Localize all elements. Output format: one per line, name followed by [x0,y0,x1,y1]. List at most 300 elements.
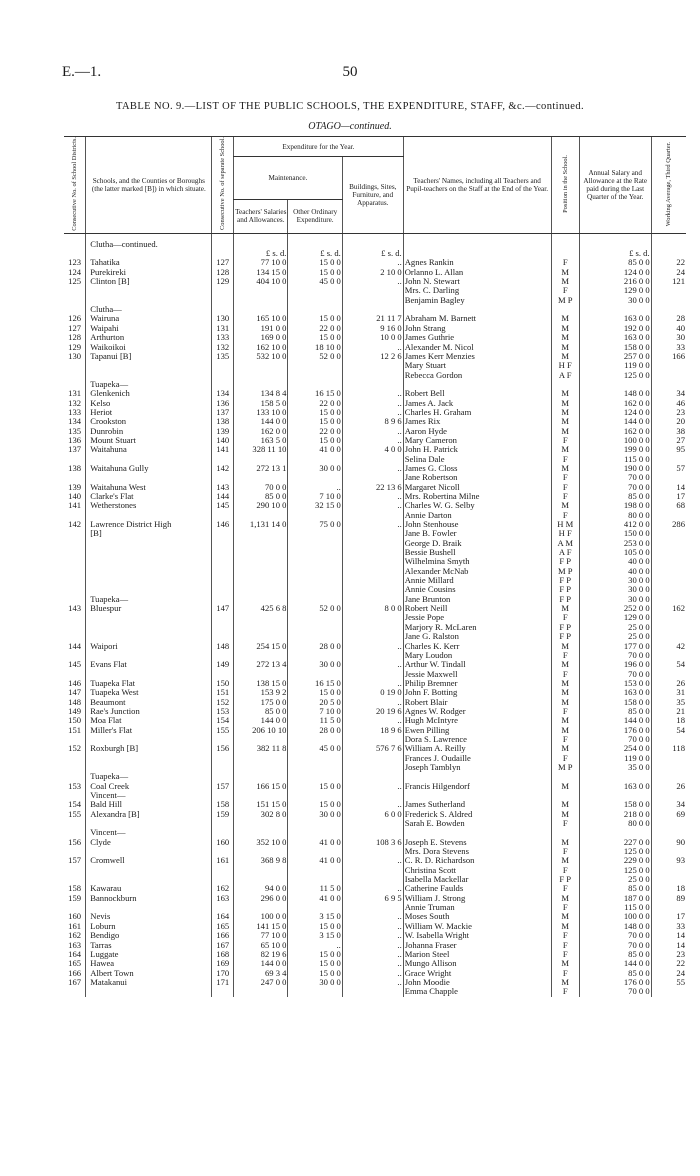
annual-salary: 25 0 0 [579,623,651,632]
annual-salary: 153 0 0 [579,679,651,688]
school-number: 143 [212,483,234,492]
tname-cell [403,305,551,314]
teachers-salaries-amount [234,557,288,566]
buildings-amount [342,567,403,576]
annual-salary: 30 0 0 [579,576,651,585]
district-number [64,651,86,660]
table-row [64,866,686,875]
tname-cell [403,380,551,389]
school-name: Cromwell [86,856,212,865]
working-average: 18 [651,716,686,725]
teacher-name: Mrs. C. Darling [403,286,551,295]
group-label: Clutha—continued. [86,240,212,249]
annual-salary: 254 0 0 [579,744,651,753]
other-expenditure-amount: 41 0 0 [288,838,342,847]
buildings-amount: 6 9 5 [342,894,403,903]
other-expenditure-amount: 15 0 0 [288,959,342,968]
dist-cell [64,828,86,837]
teacher-name: Bessie Bushell [403,548,551,557]
working-average [651,286,686,295]
teachers-salaries-amount: 1,131 14 0 [234,520,288,529]
school-name [86,987,212,996]
working-average [651,866,686,875]
teachers-salaries-amount [234,875,288,884]
district-number [64,361,86,370]
teachers-salaries-amount: 247 0 0 [234,978,288,987]
buildings-amount: 108 3 6 [342,838,403,847]
school-name: Albert Town [86,969,212,978]
buildings-amount: .. [342,660,403,669]
working-average: 121 [651,277,686,286]
buildings-amount: 20 19 6 [342,707,403,716]
col-attendance: Working Average, Third Quarter. [651,137,686,234]
teacher-name: John Stenhouse [403,520,551,529]
other-expenditure-amount: 3 15 0 [288,931,342,940]
school-number: 170 [212,969,234,978]
district-number [64,539,86,548]
school-name [86,473,212,482]
avg-cell [651,305,686,314]
teacher-name: John Moodie [403,978,551,987]
bld-cell [342,828,403,837]
annual-salary: 129 0 0 [579,613,651,622]
buildings-amount [342,511,403,520]
annual-salary: 30 0 0 [579,585,651,594]
buildings-amount: .. [342,501,403,510]
sno-cell [212,305,234,314]
annual-salary: 125 0 0 [579,847,651,856]
teachers-salaries-amount: 352 10 0 [234,838,288,847]
working-average: 22 [651,959,686,968]
school-number: 166 [212,931,234,940]
teacher-position: F [551,511,579,520]
district-number: 148 [68,697,82,707]
teacher-position: F P [551,557,579,566]
school-number [212,866,234,875]
teachers-salaries-amount [234,361,288,370]
teacher-position: H F [551,529,579,538]
avg-cell [651,828,686,837]
working-average [651,585,686,594]
working-average [651,567,686,576]
school-name: Glenkenich [86,389,212,398]
teachers-salaries-amount: 165 10 0 [234,314,288,323]
working-average: 23 [651,408,686,417]
buildings-amount [342,866,403,875]
district-number: 126 [68,314,82,324]
working-average [651,371,686,380]
teachers-salaries-amount [234,585,288,594]
table-row [64,455,686,464]
teacher-name: Agnes Rankin [403,258,551,267]
school-number [212,987,234,996]
teacher-position: A F [551,371,579,380]
teachers-salaries-amount [234,866,288,875]
other-expenditure-amount: 18 10 0 [288,343,342,352]
working-average [651,548,686,557]
district-number [64,735,86,744]
school-number [212,529,234,538]
working-average [651,763,686,772]
working-average: 26 [651,782,686,791]
other-expenditure-amount [288,651,342,660]
buildings-amount: .. [342,408,403,417]
annual-salary: 227 0 0 [579,838,651,847]
teachers-salaries-amount [234,548,288,557]
other-expenditure-amount [288,987,342,996]
teacher-position: F [551,950,579,959]
table-row [64,978,686,987]
teacher-position: M [551,333,579,342]
district-number [64,763,86,772]
annual-salary: 144 0 0 [579,959,651,968]
annual-salary: 70 0 0 [579,473,651,482]
district-number: 165 [68,959,82,969]
ann-cell [579,305,651,314]
table-row [64,660,686,669]
teacher-name: Grace Wright [403,969,551,978]
annual-salary: 85 0 0 [579,707,651,716]
school-number: 128 [212,268,234,277]
table-row [64,632,686,641]
annual-salary: 85 0 0 [579,969,651,978]
teacher-name: Annie Millard [403,576,551,585]
teachers-salaries-amount [234,539,288,548]
other-expenditure-amount: .. [288,941,342,950]
teacher-position: F [551,754,579,763]
district-number [64,819,86,828]
teacher-name: Rebecca Gordon [403,371,551,380]
other-expenditure-amount [288,296,342,305]
school-number: 148 [212,642,234,651]
other-expenditure-amount: 45 0 0 [288,744,342,753]
teacher-name: James Rix [403,417,551,426]
district-number: 137 [68,445,82,455]
table-row [64,800,686,809]
teacher-position: M [551,417,579,426]
annual-salary: 35 0 0 [579,763,651,772]
district-number [64,548,86,557]
buildings-amount [342,548,403,557]
working-average: 42 [651,642,686,651]
table-row [64,539,686,548]
teachers-salaries-amount [234,371,288,380]
school-number: 168 [212,950,234,959]
teacher-position: M [551,912,579,921]
school-name [86,763,212,772]
teachers-salaries-amount [234,296,288,305]
pos-cell [551,305,579,314]
table-row [64,707,686,716]
district-number [64,511,86,520]
school-number: 156 [212,744,234,753]
school-number: 144 [212,492,234,501]
school-name [86,735,212,744]
school-name: Moa Flat [86,716,212,725]
table-row [64,258,686,267]
working-average: 17 [651,492,686,501]
bld-cell [342,791,403,800]
school-name: Hawea [86,959,212,968]
working-average: 54 [651,726,686,735]
other-expenditure-amount: .. [288,483,342,492]
table-row [64,483,686,492]
school-number [212,557,234,566]
working-average [651,296,686,305]
school-name: Miller's Flat [86,726,212,735]
teacher-position: F [551,670,579,679]
pos-cell [551,828,579,837]
buildings-amount: .. [342,698,403,707]
buildings-amount [342,473,403,482]
sno-cell [212,772,234,781]
teacher-name: Ewen Pilling [403,726,551,735]
annual-salary: 70 0 0 [579,670,651,679]
district-number: 159 [68,893,82,903]
table-row [64,604,686,613]
working-average [651,613,686,622]
other-expenditure-amount: 16 15 0 [288,389,342,398]
teachers-salaries-amount: 70 0 0 [234,483,288,492]
school-name [86,754,212,763]
table-row [64,670,686,679]
teacher-name: Emma Chapple [403,987,551,996]
working-average: 14 [651,483,686,492]
district-number: 146 [68,678,82,688]
working-average: 24 [651,969,686,978]
teacher-position: M [551,744,579,753]
working-average [651,754,686,763]
other-expenditure-amount: 30 0 0 [288,660,342,669]
other-expenditure-amount: 22 0 0 [288,399,342,408]
working-average: 90 [651,838,686,847]
tname-cell [403,791,551,800]
district-number [64,754,86,763]
other-expenditure-amount: 30 0 0 [288,978,342,987]
working-average: 14 [651,941,686,950]
col-teachers-salaries: Teachers' Salaries and Allowances. [234,199,288,233]
annual-salary: 144 0 0 [579,716,651,725]
col-other-expenditure: Other Ordinary Expenditure. [288,199,342,233]
teacher-position [551,249,579,258]
table-row [64,688,686,697]
school-number: 134 [212,389,234,398]
buildings-amount: 2 10 0 [342,268,403,277]
teachers-salaries-amount: 532 10 0 [234,352,288,361]
oth-cell [288,828,342,837]
buildings-amount: 576 7 6 [342,744,403,753]
school-number [212,670,234,679]
table-row [64,277,686,286]
annual-salary: 252 0 0 [579,604,651,613]
table-row [64,623,686,632]
buildings-amount: .. [342,912,403,921]
buildings-amount: .. [342,969,403,978]
school-name [86,548,212,557]
teacher-position: M [551,427,579,436]
school-name: Roxburgh [B] [86,744,212,753]
teacher-position: M [551,352,579,361]
annual-salary: 412 0 0 [579,520,651,529]
school-number: 146 [212,520,234,529]
teachers-salaries-amount: 144 0 0 [234,959,288,968]
group-heading-row [64,240,686,249]
teachers-salaries-amount [234,613,288,622]
sno-cell [212,791,234,800]
teacher-name: Mungo Allison [403,959,551,968]
school-name: Alexandra [B] [86,810,212,819]
school-number: 130 [212,314,234,323]
dist-cell [64,380,86,389]
teachers-salaries-amount: 94 0 0 [234,884,288,893]
district-number: 131 [68,389,82,399]
teacher-name: Jessie Pope [403,613,551,622]
working-average [651,576,686,585]
annual-salary: 163 0 0 [579,333,651,342]
teacher-position: M [551,268,579,277]
annual-salary: 85 0 0 [579,258,651,267]
school-number [212,249,234,258]
district-number [64,595,86,604]
school-number [212,511,234,520]
buildings-amount [342,819,403,828]
teachers-salaries-amount: 134 15 0 [234,268,288,277]
school-name: Wairuna [86,314,212,323]
ann-cell [579,791,651,800]
school-number: 155 [212,726,234,735]
buildings-amount: .. [342,343,403,352]
table-row [64,249,686,258]
annual-salary: 187 0 0 [579,894,651,903]
school-number [212,754,234,763]
district-number: 139 [68,482,82,492]
school-number: 152 [212,698,234,707]
teacher-position: F [551,987,579,996]
teachers-salaries-amount [234,632,288,641]
working-average: 30 [651,333,686,342]
table-row [64,698,686,707]
district-number [64,296,86,305]
other-expenditure-amount [288,866,342,875]
teacher-position: M [551,642,579,651]
teacher-position: M [551,464,579,473]
school-name: Tahatika [86,258,212,267]
table-row [64,847,686,856]
school-number [212,613,234,622]
school-number: 165 [212,922,234,931]
table-row [64,959,686,968]
school-name: Heriot [86,408,212,417]
oth-cell [288,380,342,389]
ann-cell [579,380,651,389]
annual-salary: 125 0 0 [579,866,651,875]
annual-salary: 198 0 0 [579,501,651,510]
other-expenditure-amount: 15 0 0 [288,782,342,791]
teacher-position: A M [551,539,579,548]
district-number: 158 [68,884,82,894]
working-average [651,875,686,884]
table-row [64,931,686,940]
ann-cell [579,828,651,837]
district-number: 154 [68,800,82,810]
teacher-name: Marjory R. McLaren [403,623,551,632]
school-number [212,735,234,744]
working-average: 54 [651,660,686,669]
district-number [64,455,86,464]
teacher-position: M P [551,763,579,772]
other-expenditure-amount: 16 15 0 [288,679,342,688]
school-name [86,875,212,884]
annual-salary: 124 0 0 [579,408,651,417]
school-name [86,557,212,566]
other-expenditure-amount [288,576,342,585]
teacher-name: James Sutherland [403,800,551,809]
annual-salary: 100 0 0 [579,912,651,921]
buildings-amount: .. [342,520,403,529]
pos-cell [551,380,579,389]
teachers-salaries-amount: 404 10 0 [234,277,288,286]
school-name: Loburn [86,922,212,931]
school-name [86,585,212,594]
annual-salary: 40 0 0 [579,567,651,576]
other-expenditure-amount [288,847,342,856]
table-row [64,520,686,529]
district-number: 123 [68,258,82,268]
district-number: 127 [68,323,82,333]
annual-salary: 148 0 0 [579,389,651,398]
district-number [64,875,86,884]
teacher-position: F P [551,576,579,585]
table-row [64,735,686,744]
sal-cell [234,240,288,249]
other-expenditure-amount [288,539,342,548]
tname-cell [403,828,551,837]
teacher-position: F [551,866,579,875]
annual-salary: 162 0 0 [579,399,651,408]
sno-cell [212,240,234,249]
teachers-salaries-amount: 69 3 4 [234,969,288,978]
working-average: 46 [651,399,686,408]
annual-salary: 115 0 0 [579,455,651,464]
teacher-position: F [551,941,579,950]
table-row [64,501,686,510]
working-average: 22 [651,258,686,267]
district-number: 155 [68,809,82,819]
school-name: Dunrobin [86,427,212,436]
teacher-name: Annie Truman [403,903,551,912]
table-row [64,268,686,277]
other-expenditure-amount: 52 0 0 [288,604,342,613]
buildings-amount: .. [342,679,403,688]
district-number: 149 [68,706,82,716]
school-number: 162 [212,884,234,893]
school-name: Bendigo [86,931,212,940]
annual-salary: 70 0 0 [579,941,651,950]
buildings-amount: 10 0 0 [342,333,403,342]
teacher-position: F [551,651,579,660]
school-number: 141 [212,445,234,454]
teachers-salaries-amount [234,623,288,632]
school-name: Wetherstones [86,501,212,510]
buildings-amount [342,847,403,856]
annual-salary: 150 0 0 [579,529,651,538]
teacher-position: M [551,698,579,707]
teacher-position: F [551,903,579,912]
other-expenditure-amount [288,754,342,763]
group-heading-row [64,380,686,389]
buildings-amount: .. [342,922,403,931]
teacher-name: William W. Mackie [403,922,551,931]
